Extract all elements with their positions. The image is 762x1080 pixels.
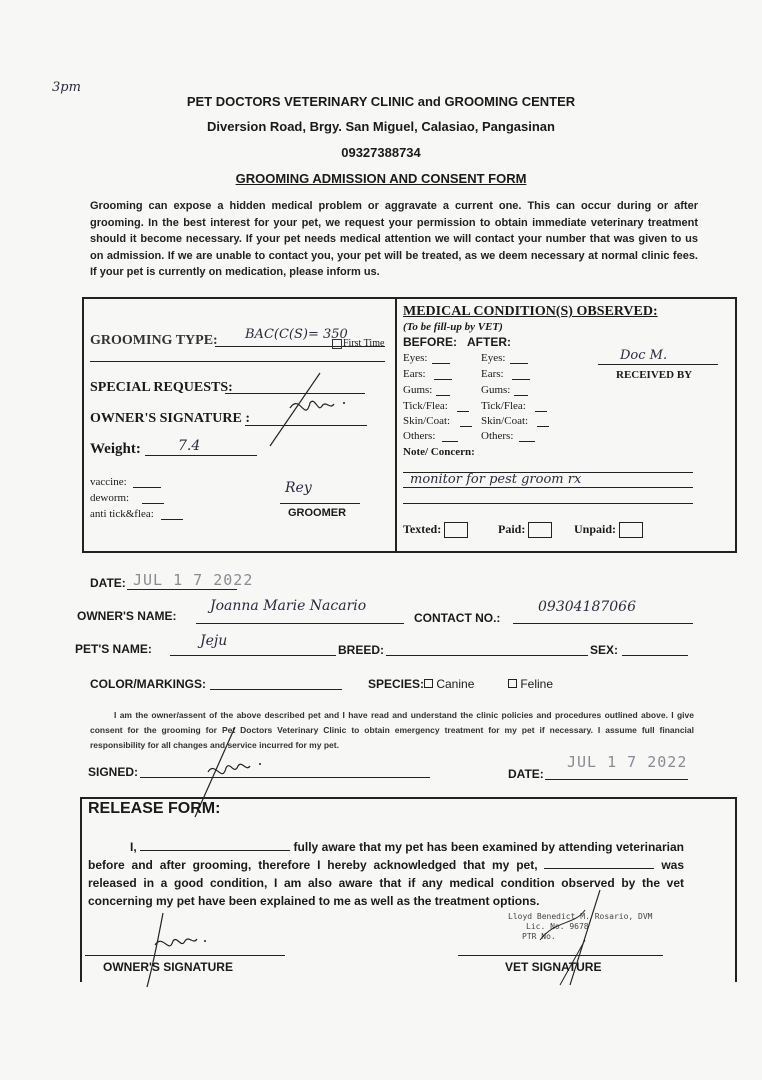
grooming-type-line-2	[90, 361, 385, 362]
owner-signature-label: OWNER'S SIGNATURE :	[90, 411, 250, 426]
before-item: Tick/Flea:	[403, 400, 448, 412]
release-owner-signature-scribble	[135, 905, 215, 990]
after-line[interactable]	[537, 426, 549, 427]
owner-name-label: OWNER'S NAME:	[77, 609, 177, 623]
grooming-type-label: GROOMING TYPE:	[90, 333, 218, 348]
note-line-2	[403, 487, 693, 488]
weight-line	[145, 455, 257, 456]
note-value[interactable]: monitor for pest groom rx	[410, 472, 582, 487]
owner-name-line	[196, 623, 404, 624]
signed-label: SIGNED:	[88, 765, 139, 779]
received-by-label: RECEIVED BY	[616, 369, 693, 381]
species-canine-option[interactable]	[424, 677, 474, 691]
after-item: Eyes:	[481, 352, 506, 364]
before-header: BEFORE:	[403, 335, 457, 349]
vet-stamp-license: Lic. No. 9678	[526, 922, 589, 931]
note-label: Note/ Concern:	[403, 446, 475, 458]
breed-line[interactable]	[386, 655, 588, 656]
intro-paragraph: Grooming can expose a hidden medical problem or aggravate a current one. This can occur during or after grooming. In the best interest for your pet, we request your permission to obtain immediate veterinary treatment should it become necessary. If your pet needs medical attention we will contact your number that was given to us on admission. If we are unable to contact you, your pet will be treated, as we deem necessary at normal clinic fees. If your pet is currently on medication, please inform us.	[90, 200, 698, 278]
paid-label	[498, 522, 552, 538]
before-line[interactable]	[460, 426, 472, 427]
before-line[interactable]	[442, 441, 458, 442]
vet-fill-note: (To be fill-up by VET)	[403, 321, 503, 333]
note-line-1	[403, 472, 693, 473]
species-feline-option[interactable]	[508, 677, 553, 691]
feline-label: Feline	[520, 677, 554, 691]
after-header: AFTER:	[467, 335, 511, 349]
weight-value[interactable]: 7.4	[178, 438, 201, 454]
after-item: Skin/Coat:	[481, 415, 529, 427]
groomer-line	[280, 503, 360, 504]
after-item: Gums:	[481, 384, 511, 396]
weight-label: Weight:	[90, 441, 141, 457]
before-line[interactable]	[434, 379, 452, 380]
release-title: RELEASE FORM:	[88, 800, 221, 817]
signed-date-line	[545, 779, 688, 780]
clinic-address: Diversion Road, Brgy. San Miguel, Calasiao, Pangasinan	[207, 119, 555, 134]
signed-date-stamp[interactable]: JUL 1 7 2022	[567, 753, 688, 771]
color-markings-label: COLOR/MARKINGS:	[90, 677, 206, 691]
form-title: GROOMING ADMISSION AND CONSENT FORM	[235, 171, 527, 186]
after-line[interactable]	[519, 441, 535, 442]
after-line[interactable]	[535, 411, 547, 412]
release-pet-line[interactable]	[544, 868, 654, 869]
clinic-phone: 09327388734	[341, 145, 421, 160]
before-item: Skin/Coat:	[403, 415, 451, 427]
release-text-3: was released in a good condition, I am also aware that if any medical condition observed by the vet concerning my pet have been explained to me as well as the treatment options.	[88, 858, 684, 908]
box-divider	[395, 297, 397, 553]
date-line	[127, 589, 237, 590]
paid-text: Paid:	[498, 522, 526, 536]
color-markings-line[interactable]	[210, 689, 342, 690]
texted-text: Texted:	[403, 522, 442, 536]
after-item: Others:	[481, 430, 514, 442]
before-item: Ears:	[403, 368, 426, 380]
first-time-label: First Time	[343, 338, 385, 349]
release-owner-signature-label: OWNER'S SIGNATURE	[103, 960, 233, 974]
after-line[interactable]	[514, 395, 528, 396]
breed-label: BREED:	[338, 643, 385, 657]
release-text-1: I,	[130, 840, 141, 854]
paid-checkbox[interactable]	[528, 522, 552, 538]
pet-name-line	[170, 655, 336, 656]
species-label: SPECIES:	[368, 677, 425, 691]
after-item: Tick/Flea:	[481, 400, 526, 412]
medical-condition-title: MEDICAL CONDITION(S) OBSERVED:	[403, 304, 658, 319]
vaccine-label: vaccine:	[90, 476, 127, 488]
consent-paragraph: I am the owner/assent of the above described pet and I have read and understand the clinic policies and procedures outlined above. I give consent for the grooming for Pet Doctors Veterinary Clinic to obtain emergency treatment for my pet if necessary. I assume full financial responsibility for all changes and service incurred for my pet.	[90, 710, 694, 750]
release-owner-signature-line[interactable]	[85, 955, 285, 956]
signed-line[interactable]	[140, 777, 430, 778]
after-line[interactable]	[512, 379, 530, 380]
contact-line	[513, 623, 693, 624]
date-label: DATE:	[90, 576, 126, 590]
vet-stamp-ptr: PTR No.	[522, 932, 556, 941]
vet-stamp-name: Lloyd Benedict M. Rosario, DVM	[508, 912, 653, 921]
deworm-line[interactable]	[142, 503, 164, 504]
after-item: Ears:	[481, 368, 504, 380]
clinic-name: PET DOCTORS VETERINARY CLINIC and GROOMING CENTER	[186, 94, 576, 109]
contact-label: CONTACT NO.:	[414, 611, 501, 625]
owner-signature-scribble	[260, 368, 360, 448]
owner-name-value[interactable]: Joanna Marie Nacario	[210, 598, 367, 614]
canine-label: Canine	[436, 677, 475, 691]
before-item: Gums:	[403, 384, 433, 396]
pet-name-value[interactable]: Jeju	[200, 633, 228, 649]
received-by-line	[598, 364, 718, 365]
before-line[interactable]	[432, 363, 450, 364]
release-text-2: fully aware that my pet has been examined by attending veterinarian before and after grooming, therefore I hereby acknowledged that my pet,	[88, 840, 684, 872]
note-line-3	[403, 503, 693, 504]
unpaid-text: Unpaid:	[574, 522, 617, 536]
release-vet-signature-label: VET SIGNATURE	[505, 960, 602, 974]
unpaid-label	[574, 522, 643, 538]
contact-value[interactable]: 09304187066	[538, 599, 636, 615]
vaccine-line[interactable]	[133, 487, 161, 488]
sex-label: SEX:	[590, 643, 619, 657]
pet-name-label: PET'S NAME:	[75, 642, 152, 656]
date-stamp[interactable]: JUL 1 7 2022	[133, 571, 254, 589]
grooming-type-value[interactable]: BAC(C(S)= 350	[245, 327, 348, 342]
release-vet-signature-line[interactable]	[458, 955, 663, 956]
sex-line[interactable]	[622, 655, 688, 656]
groomer-label: GROOMER	[288, 507, 347, 519]
deworm-label: deworm:	[90, 492, 130, 504]
before-line[interactable]	[457, 411, 469, 412]
release-name-line[interactable]	[140, 850, 290, 851]
texted-checkbox[interactable]	[444, 522, 468, 538]
feline-checkbox[interactable]	[508, 679, 517, 688]
first-time-checkbox[interactable]	[332, 339, 342, 349]
texted-label	[403, 522, 468, 538]
unpaid-checkbox[interactable]	[619, 522, 643, 538]
received-by-value[interactable]: Doc M.	[620, 348, 668, 363]
canine-checkbox[interactable]	[424, 679, 433, 688]
before-item: Others:	[403, 430, 436, 442]
special-requests-label: SPECIAL REQUESTS:	[90, 380, 233, 395]
before-item: Eyes:	[403, 352, 428, 364]
signed-date-label: DATE:	[508, 767, 544, 781]
groomer-value[interactable]: Rey	[285, 480, 312, 496]
corner-time-note: 3pm	[52, 80, 81, 95]
anti-tick-line[interactable]	[161, 519, 183, 520]
anti-tick-label: anti tick&flea:	[90, 508, 154, 520]
before-line[interactable]	[436, 395, 450, 396]
after-line[interactable]	[510, 363, 528, 364]
